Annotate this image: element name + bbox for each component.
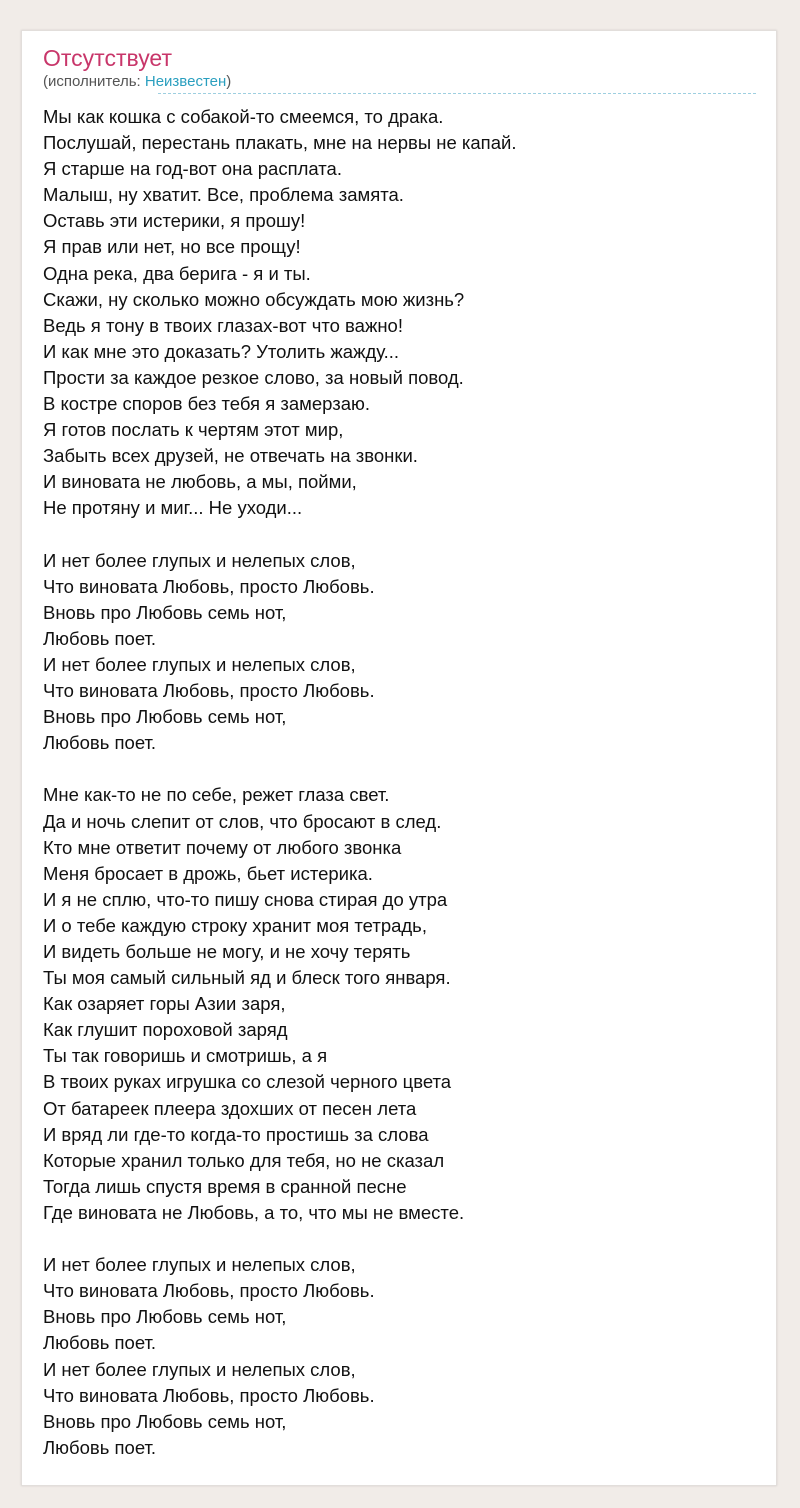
lyric-line: Послушай, перестань плакать, мне на нервы не капай. [43, 132, 517, 154]
lyric-line: Ведь я тону в твоих глазах-вот что важно! [43, 314, 403, 336]
lyric-line: И виновата не любовь, а мы, пойми, [43, 471, 357, 493]
lyric-line: Мы как кошка с собакой-то смеемся, то драка. [43, 106, 444, 127]
lyric-line: Вновь про Любовь семь нот, [43, 1306, 287, 1328]
lyric-line: Любовь поет. [43, 732, 157, 754]
lyric-line: И как мне это доказать? Утолить жажду... [43, 340, 400, 362]
lyric-line: Мне как-то не по себе, режет глаза свет. [43, 784, 390, 806]
lyric-line: Которые хранил только для тебя, но не сказал [43, 1149, 445, 1171]
lyric-line: Скажи, ну сколько можно обсуждать мою жизнь? [43, 288, 465, 310]
lyric-line: И нет более глупых и нелепых слов, [43, 653, 356, 675]
lyrics-card [21, 30, 777, 1486]
lyric-line: И видеть больше не могу, и не хочу терять [43, 941, 411, 962]
lyric-line: Вновь про Любовь семь нот, [43, 1410, 287, 1432]
lyric-line: Я готов послать к чертям этот мир, [43, 419, 344, 441]
lyric-line: Вновь про Любовь семь нот, [43, 706, 287, 728]
lyric-line: Тогда лишь спустя время в сранной песне [43, 1175, 407, 1197]
lyric-line: Оставь эти истерики, я прошу! [43, 210, 306, 232]
lyric-line: Да и ночь слепит от слов, что бросают в след. [43, 810, 442, 832]
lyric-line: Любовь поет. [43, 1332, 157, 1354]
artist-prefix: (исполнитель: [43, 73, 145, 90]
lyric-line: Кто мне ответит почему от любого звонка [43, 836, 402, 858]
lyric-line: Ты так говоришь и смотришь, а я [43, 1045, 328, 1067]
lyric-line: Что виновата Любовь, просто Любовь. [43, 575, 375, 597]
lyric-line: Прости за каждое резкое слово, за новый повод. [43, 366, 464, 388]
lyric-line: Любовь поет. [43, 1436, 157, 1458]
lyric-line: И вряд ли где-то когда-то простишь за слова [43, 1123, 429, 1145]
lyric-blank-line [43, 1226, 763, 1252]
title-divider [158, 93, 756, 94]
lyric-line: Я прав или нет, но все прощу! [43, 236, 301, 258]
lyric-line: Не протяну и миг... Не уходи... [43, 497, 303, 519]
lyric-line: От батареек плеера здохших от песен лета [43, 1097, 417, 1119]
artist-link[interactable]: Неизвестен [144, 73, 227, 90]
lyric-line: И нет более глупых и нелепых слов, [43, 549, 356, 571]
lyric-line: Одна река, два берига - я и ты. [43, 262, 311, 284]
lyric-line: Вновь про Любовь семь нот, [43, 601, 287, 623]
lyric-line: Меня бросает в дрожь, бьет истерика. [43, 862, 373, 884]
lyric-line: Малыш, ну хватит. Все, проблема замята. [43, 184, 404, 206]
lyric-line: И нет более глупых и нелепых слов, [43, 1358, 356, 1380]
lyric-line: В твоих руках игрушка со слезой черного цвета [43, 1071, 452, 1093]
lyric-line: Как озаряет горы Азии заря, [43, 993, 286, 1015]
lyric-blank-line [43, 756, 763, 782]
lyric-line: Что виновата Любовь, просто Любовь. [43, 1280, 375, 1302]
song-title: Отсутствует [43, 45, 172, 71]
lyrics-text [43, 104, 763, 1461]
artist-line [43, 73, 231, 91]
lyric-blank-line [43, 522, 763, 548]
lyric-line: Ты моя самый сильный яд и блеск того января. [43, 967, 451, 989]
lyric-line: И нет более глупых и нелепых слов, [43, 1254, 356, 1276]
lyric-line: Любовь поет. [43, 627, 157, 649]
lyric-line: В костре споров без тебя я замерзаю. [43, 393, 371, 415]
lyric-line: Как глушит пороховой заряд [43, 1019, 288, 1041]
lyric-line: Что виновата Любовь, просто Любовь. [43, 680, 375, 702]
lyric-line: Забыть всех друзей, не отвечать на звонки. [43, 445, 418, 467]
lyric-line: Что виновата Любовь, просто Любовь. [43, 1384, 375, 1406]
lyric-line: И я не сплю, что-то пишу снова стирая до утра [43, 888, 448, 910]
lyric-line: И о тебе каждую строку хранит моя тетрадь, [43, 914, 427, 936]
artist-suffix: ) [226, 73, 232, 90]
lyric-line: Я старше на год-вот она расплата. [43, 158, 342, 180]
lyric-line: Где виновата не Любовь, а то, что мы не вместе. [43, 1201, 465, 1223]
